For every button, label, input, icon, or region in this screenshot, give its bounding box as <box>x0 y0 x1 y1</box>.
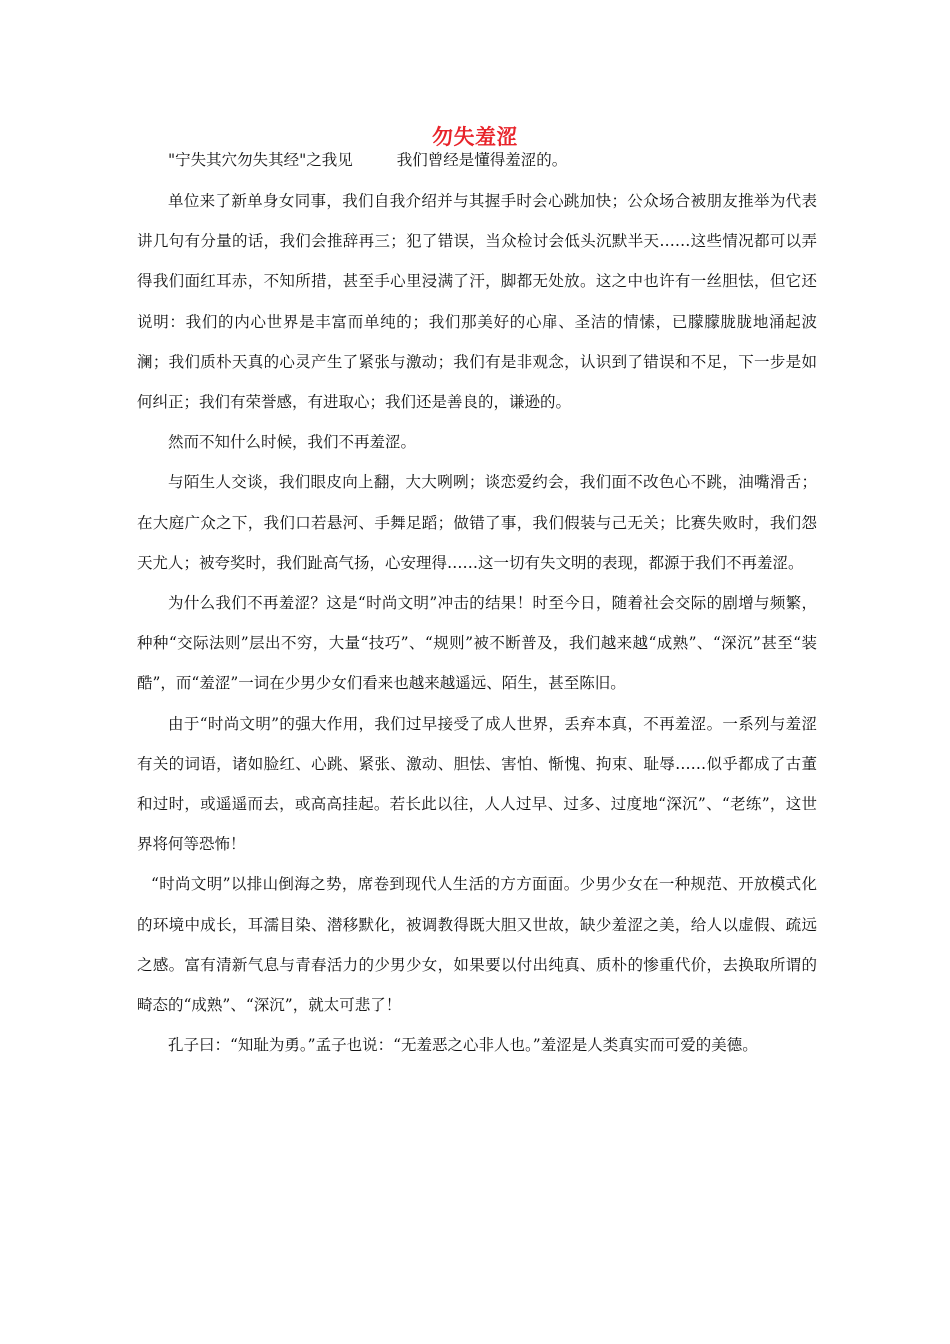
subtitle-line <box>137 147 817 173</box>
opening-sentence: 我们曾经是懂得羞涩的。 <box>396 151 568 169</box>
paragraph-4: 为什么我们不再羞涩？这是“时尚文明”冲击的结果！时至今日，随着社会交际的剧增与频繁，种种“交际法则”层出不穷，大量“技巧”、“规则”被不断普及，我们越来越“成熟”、“深沉”甚至“装酷”，而“羞涩”一词在少男少女们看来也越来越遥远、陌生，甚至陈旧。 <box>137 594 817 693</box>
subtitle: "宁失其穴勿失其经"之我见 <box>168 151 353 169</box>
document-title: 勿失羞涩 <box>432 125 518 149</box>
paragraph-2: 然而不知什么时候，我们不再羞涩。 <box>168 433 417 452</box>
paragraph-7: 孔子曰：“知耻为勇。”孟子也说：“无羞恶之心非人也。”羞涩是人类真实而可爱的美德。 <box>168 1036 758 1055</box>
paragraph-5: 由于“时尚文明”的强大作用，我们过早接受了成人世界，丢弃本真，不再羞涩。一系列与羞涩有关的词语，诸如脸红、心跳、紧张、激动、胆怯、害怕、惭愧、拘束、耻辱……似乎都成了古董和过时，或遥遥而去，或高高挂起。若长此以往，人人过早、过多、过度地“深沉”、“老练”，这世界将何等恐怖！ <box>137 714 817 854</box>
paragraph-3: 与陌生人交谈，我们眼皮向上翻，大大咧咧；谈恋爱约会，我们面不改色心不跳，油嘴滑舌；在大庭广众之下，我们口若悬河、手舞足蹈；做错了事，我们假装与己无关；比赛失败时，我们怨天尤人；被夸奖时，我们趾高气扬，心安理得……这一切有失文明的表现，都源于我们不再羞涩。 <box>137 473 817 572</box>
paragraph-6: “时尚文明”以排山倒海之势，席卷到现代人生活的方方面面。少男少女在一种规范、开放模式化的环境中成长，耳濡目染、潜移默化，被调教得既大胆又世故，缺少羞涩之美，给人以虚假、疏远之感。富有清新气息与青春活力的少男少女，如果要以付出纯真、质朴的惨重代价，去换取所谓的畸态的“成熟”、“深沉”，就太可悲了！ <box>137 875 817 1015</box>
paragraph-1: 单位来了新单身女同事，我们自我介绍并与其握手时会心跳加快；公众场合被朋友推举为代表讲几句有分量的话，我们会推辞再三；犯了错误，当众检讨会低头沉默半天……这些情况都可以弄得我们面红耳赤，不知所措，甚至手心里浸满了汗，脚都无处放。这之中也许有一丝胆怯，但它还说明：我们的内心世界是丰富而单纯的；我们那美好的心扉、圣洁的情愫，已朦朦胧胧地涌起波澜；我们质朴天真的心灵产生了紧张与激动；我们有是非观念，认识到了错误和不足，下一步是如何纠正；我们有荣誉感，有进取心；我们还是善良的，谦逊的。 <box>137 192 817 412</box>
document-body <box>137 147 817 1065</box>
